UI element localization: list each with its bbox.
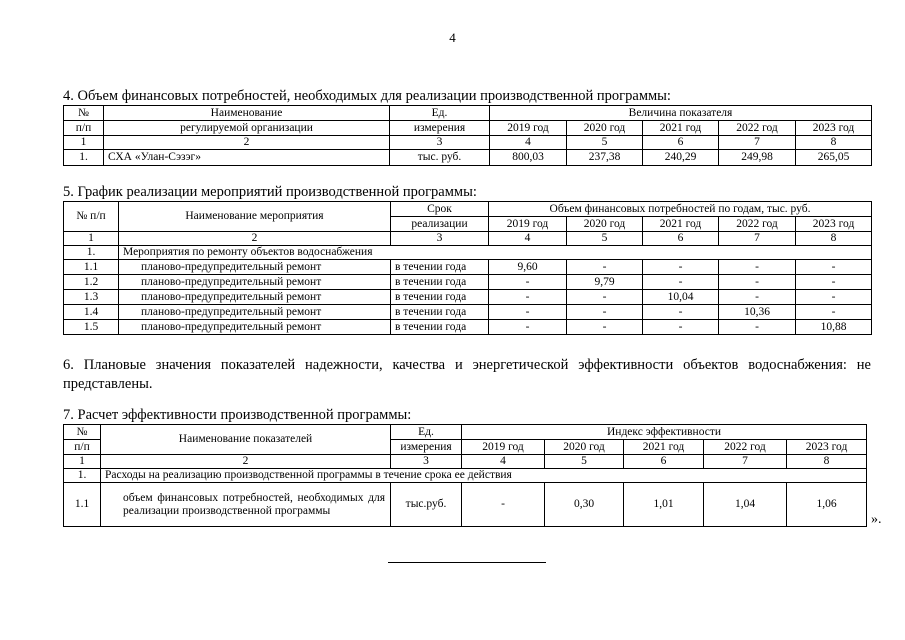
value-cell: - [719,275,796,290]
value-cell: 9,79 [567,275,643,290]
col-number: 8 [796,232,872,246]
activity-name: планово-предупредительный ремонт [119,290,391,305]
col-num-header-b: п/п [64,121,104,136]
row-num: 1.4 [64,305,119,320]
year-header: 2020 год [567,121,643,136]
col-group-header: Индекс эффективности [462,425,867,440]
col-number: 7 [719,136,796,150]
col-group-header: Объем финансовых потребностей по годам, тыс. руб. [489,202,872,217]
year-header: 2023 год [787,440,867,455]
table-row [64,150,872,166]
table-header-row [64,202,872,217]
row-num: 1.1 [64,483,101,527]
section-6-line-2: представлены. [63,376,153,392]
term-cell: в течении года [391,275,489,290]
value-cell: - [462,483,545,527]
value-cell: 800,03 [490,150,567,166]
value-cell: - [796,260,872,275]
section-title: Расходы на реализацию производственной программы в течение срока ее действия [101,469,867,483]
value-cell: - [567,260,643,275]
value-cell: - [796,305,872,320]
row-num: 1.2 [64,275,119,290]
page-number: 4 [449,30,456,45]
section-7-table [63,424,867,527]
table-row [64,320,872,335]
col-number: 2 [119,232,391,246]
col-num-header-a: № [64,106,104,121]
section-7-heading: 7. Расчет эффективности производственной программы: [63,407,412,423]
value-cell: - [567,290,643,305]
column-number-row [64,232,872,246]
col-unit-header-b: измерения [390,121,490,136]
year-header: 2020 год [567,217,643,232]
value-cell: 10,36 [719,305,796,320]
col-unit-header-a: Ед. [390,106,490,121]
row-num: 1.1 [64,260,119,275]
col-number: 3 [391,232,489,246]
row-num: 1. [64,150,104,166]
value-cell: - [643,305,719,320]
col-number: 8 [787,455,867,469]
section-5-heading: 5. График реализации мероприятий производственной программы: [63,184,477,200]
col-number: 5 [545,455,624,469]
col-num-header-b: п/п [64,440,101,455]
value-cell: - [719,290,796,305]
year-header: 2022 год [719,217,796,232]
col-group-header: Величина показателя [490,106,872,121]
indicator-name: объем финансовых потребностей, необходимых для реализации производственной программы [101,483,391,527]
col-number: 5 [567,136,643,150]
table-header-row [64,121,872,136]
activity-name: планово-предупредительный ремонт [119,320,391,335]
year-header: 2019 год [489,217,567,232]
col-term-header-b: реализации [391,217,489,232]
value-cell: - [796,290,872,305]
section-num: 1. [64,469,101,483]
term-cell: в течении года [391,305,489,320]
table-row [64,275,872,290]
section-title: Мероприятия по ремонту объектов водоснабжения [119,246,872,260]
col-num-header: № п/п [64,202,119,232]
year-header: 2021 год [643,121,719,136]
row-unit: тыс.руб. [391,483,462,527]
row-num: 1.3 [64,290,119,305]
section-4-table [63,105,872,166]
col-term-header-a: Срок [391,202,489,217]
organization-name: СХА «Улан-Сэзэг» [104,150,390,166]
column-number-row [64,455,867,469]
term-cell: в течении года [391,320,489,335]
table-row [64,290,872,305]
year-header: 2023 год [796,121,872,136]
col-name-header-a: Наименование [104,106,390,121]
value-cell: - [643,320,719,335]
value-cell: 10,88 [796,320,872,335]
value-cell: - [489,305,567,320]
value-cell: - [489,290,567,305]
year-header: 2023 год [796,217,872,232]
col-number: 2 [101,455,391,469]
column-number-row [64,136,872,150]
term-cell: в течении года [391,260,489,275]
col-number: 2 [104,136,390,150]
value-cell: 0,30 [545,483,624,527]
col-number: 8 [796,136,872,150]
col-number: 1 [64,455,101,469]
value-cell: 1,01 [624,483,704,527]
col-number: 7 [719,232,796,246]
value-cell: - [567,305,643,320]
col-number: 4 [462,455,545,469]
col-name-header: Наименование показателей [101,425,391,455]
value-cell: - [719,260,796,275]
section-num: 1. [64,246,119,260]
col-number: 4 [490,136,567,150]
value-cell: - [643,275,719,290]
col-number: 6 [643,232,719,246]
section-6-line-1: 6. Плановые значения показателей надежности, качества и энергетической эффективности объектов водоснабжения: не [63,357,871,373]
activity-name: планово-предупредительный ремонт [119,275,391,290]
col-unit-header-b: измерения [391,440,462,455]
col-number: 3 [391,455,462,469]
year-header: 2021 год [643,217,719,232]
col-number: 7 [704,455,787,469]
value-cell: 9,60 [489,260,567,275]
value-cell: - [489,320,567,335]
year-header: 2022 год [704,440,787,455]
year-header: 2022 год [719,121,796,136]
value-cell: 10,04 [643,290,719,305]
value-cell: 1,04 [704,483,787,527]
row-unit: тыс. руб. [390,150,490,166]
table-row [64,305,872,320]
activity-name: планово-предупредительный ремонт [119,260,391,275]
value-cell: - [719,320,796,335]
row-num: 1.5 [64,320,119,335]
value-cell: 237,38 [567,150,643,166]
col-number: 5 [567,232,643,246]
value-cell: 249,98 [719,150,796,166]
col-number: 3 [390,136,490,150]
closing-quote: ». [871,512,882,527]
col-num-header-a: № [64,425,101,440]
value-cell: 240,29 [643,150,719,166]
table-header-row [64,106,872,121]
col-name-header: Наименование мероприятия [119,202,391,232]
table-section-row [64,246,872,260]
col-number: 4 [489,232,567,246]
col-number: 6 [624,455,704,469]
year-header: 2019 год [490,121,567,136]
col-unit-header-a: Ед. [391,425,462,440]
table-header-row [64,425,867,440]
year-header: 2021 год [624,440,704,455]
value-cell: 1,06 [787,483,867,527]
value-cell: - [796,275,872,290]
year-header: 2020 год [545,440,624,455]
col-number: 1 [64,136,104,150]
table-row [64,260,872,275]
table-row [64,483,867,527]
value-cell: 265,05 [796,150,872,166]
value-cell: - [643,260,719,275]
year-header: 2019 год [462,440,545,455]
term-cell: в течении года [391,290,489,305]
col-name-header-b: регулируемой организации [104,121,390,136]
col-number: 1 [64,232,119,246]
footer-divider [388,562,546,563]
section-4-heading: 4. Объем финансовых потребностей, необходимых для реализации производственной программы: [63,88,671,104]
value-cell: - [567,320,643,335]
activity-name: планово-предупредительный ремонт [119,305,391,320]
col-number: 6 [643,136,719,150]
section-5-table [63,201,872,335]
table-section-row [64,469,867,483]
value-cell: - [489,275,567,290]
